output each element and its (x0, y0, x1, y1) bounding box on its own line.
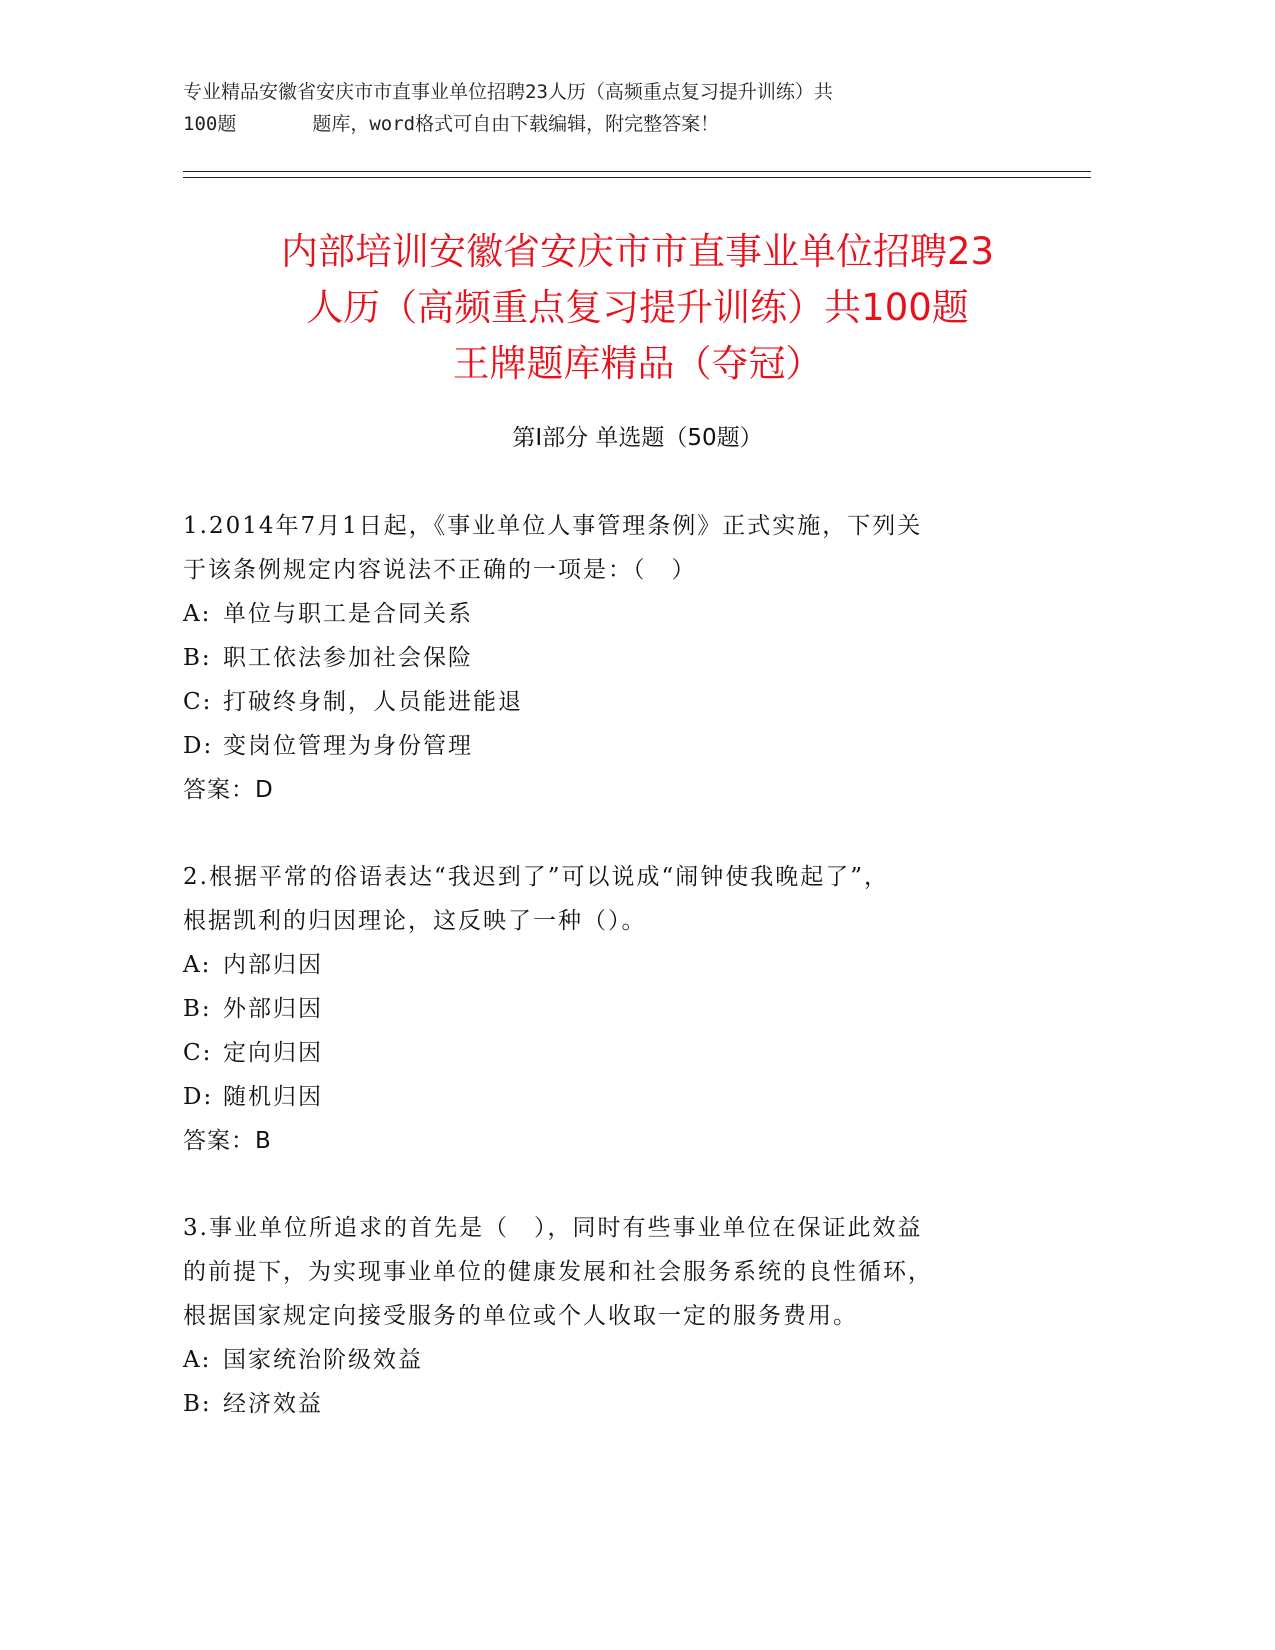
option-letter: B: (183, 996, 212, 1022)
question-list (183, 504, 1043, 1469)
question-stem-line: 2.根据平常的俗语表达“我迟到了”可以说成“闹钟使我晚起了”， (183, 864, 889, 890)
header-note-line-2 (183, 108, 1063, 140)
option-text: 内部归因 (223, 952, 323, 978)
option-text: 单位与职工是合同关系 (223, 601, 473, 627)
document-title-line-3: 王牌题库精品（夺冠） (452, 342, 823, 385)
option-text: 外部归因 (223, 996, 323, 1022)
question-2 (183, 855, 1043, 1163)
option-text: 经济效益 (223, 1391, 323, 1417)
option-d (183, 1075, 1043, 1119)
document-title-line-1: 内部培训安徽省安庆市市直事业单位招聘23 (280, 230, 995, 273)
option-letter: B: (183, 645, 212, 671)
option-letter: C: (183, 689, 213, 715)
question-stem-line: 根据凯利的归因理论，这反映了一种（）。 (183, 908, 647, 934)
option-d (183, 724, 1043, 768)
option-text: 随机归因 (223, 1084, 323, 1110)
option-b (183, 987, 1043, 1031)
option-c (183, 1031, 1043, 1075)
option-text: 打破终身制，人员能进能退 (223, 689, 523, 715)
option-b (183, 1382, 1043, 1426)
option-a (183, 1338, 1043, 1382)
option-letter: B: (183, 1391, 212, 1417)
option-text: 国家统治阶级效益 (223, 1347, 423, 1373)
answer: 答案：B (183, 1128, 272, 1154)
question-3 (183, 1206, 1043, 1426)
option-a (183, 592, 1043, 636)
section-title: 第Ⅰ部分 单选题（50题） (512, 425, 763, 451)
question-stem-line: 1.2014年7月1日起，《事业单位人事管理条例》正式实施，下列关 (183, 513, 923, 539)
option-letter: D: (183, 733, 214, 759)
header-rule-top (183, 171, 1091, 172)
question-stem-line: 根据国家规定向接受服务的单位或个人收取一定的服务费用。 (183, 1303, 858, 1329)
option-letter: A: (183, 1347, 212, 1373)
option-a (183, 943, 1043, 987)
option-text: 变岗位管理为身份管理 (223, 733, 473, 759)
option-letter: A: (183, 952, 212, 978)
option-text: 定向归因 (223, 1040, 323, 1066)
header-note-line-2-left: 100题 (183, 113, 237, 135)
question-stem-line: 于该条例规定内容说法不正确的一项是：（ ） (183, 557, 697, 583)
option-c (183, 680, 1043, 724)
header-rule-bottom (183, 177, 1091, 178)
option-text: 职工依法参加社会保险 (223, 645, 473, 671)
option-b (183, 636, 1043, 680)
question-stem-line: 的前提下，为实现事业单位的健康发展和社会服务系统的良性循环， (183, 1259, 933, 1285)
question-1 (183, 504, 1043, 812)
document-title-line-2: 人历（高频重点复习提升训练）共100题 (306, 286, 969, 329)
document-title (150, 224, 1125, 392)
option-letter: D: (183, 1084, 214, 1110)
answer: 答案：D (183, 777, 274, 803)
header-note (183, 76, 1063, 140)
header-note-line-2-right: 题库，word格式可自由下载编辑，附完整答案！ (312, 113, 720, 135)
option-letter: C: (183, 1040, 213, 1066)
header-note-line-1: 专业精品安徽省安庆市市直事业单位招聘23人历（高频重点复习提升训练）共 (183, 81, 833, 103)
option-letter: A: (183, 601, 212, 627)
question-stem-line: 3.事业单位所追求的首先是（ ），同时有些事业单位在保证此效益 (183, 1215, 923, 1241)
